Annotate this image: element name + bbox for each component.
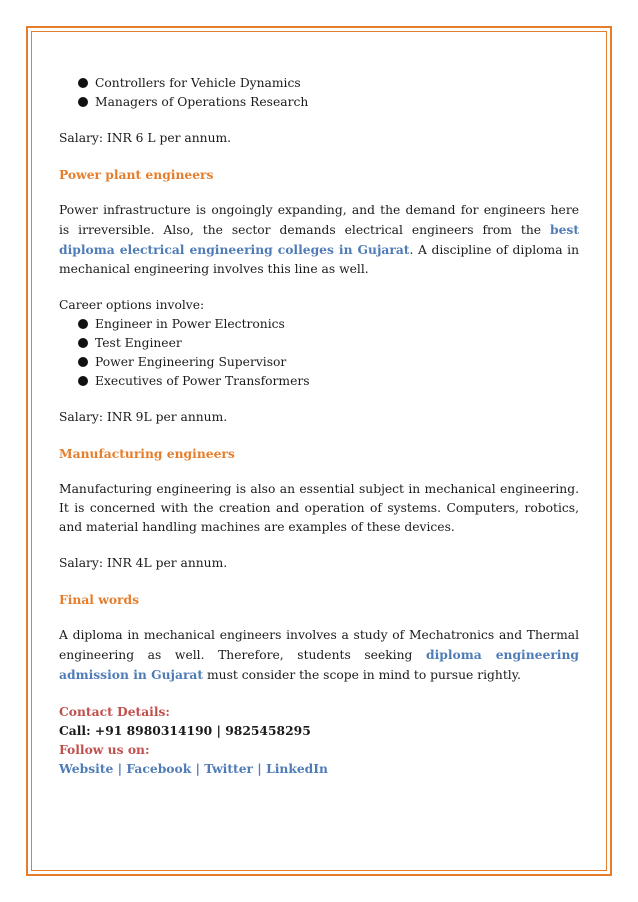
section-heading-final-words: Final words	[59, 592, 140, 607]
link-separator: |	[191, 761, 205, 776]
list-item-text: Test Engineer	[95, 336, 182, 350]
list-item	[59, 334, 579, 353]
contact-call-line: Call: +91 8980314190 | 9825458295	[59, 723, 311, 738]
facebook-link[interactable]: Facebook	[126, 761, 192, 776]
top-bullet-list	[59, 74, 579, 112]
list-item	[59, 372, 579, 391]
list-item	[59, 353, 579, 372]
career-options-label: Career options involve:	[59, 298, 205, 312]
paragraph-text: A diploma in mechanical engineers involves a study of Mechatronics and Thermal engineering as well. Therefore, students seeking	[59, 628, 579, 662]
final-words-paragraph	[59, 626, 579, 685]
document-body	[59, 74, 579, 778]
list-item-text: Executives of Power Transformers	[95, 374, 310, 388]
list-item-text: Engineer in Power Electronics	[95, 317, 285, 331]
contact-details-heading: Contact Details:	[59, 704, 170, 719]
bullet-icon	[78, 78, 88, 88]
bullet-icon	[78, 376, 88, 386]
paragraph-text: Power infrastructure is ongoingly expanding, and the demand for engineers here is irreversible. Also, the sector demands electrical engineers from the	[59, 203, 579, 237]
bullet-icon	[78, 319, 88, 329]
salary-text: Salary: INR 4L per annum.	[59, 556, 228, 570]
list-item-text: Power Engineering Supervisor	[95, 355, 287, 369]
website-link[interactable]: Website	[59, 761, 114, 776]
list-item-text: Managers of Operations Research	[95, 95, 309, 109]
twitter-link[interactable]: Twitter	[204, 761, 254, 776]
bullet-icon	[78, 338, 88, 348]
section-heading-power: Power plant engineers	[59, 167, 214, 182]
list-item	[59, 315, 579, 334]
power-paragraph	[59, 201, 579, 279]
best-diploma-colleges-link[interactable]: best diploma electrical engineering colleges in Gujarat	[59, 222, 579, 257]
linkedin-link[interactable]: LinkedIn	[266, 761, 328, 776]
bullet-icon	[78, 97, 88, 107]
career-bullet-list	[59, 315, 579, 391]
paragraph-text: must consider the scope in mind to pursue rightly.	[203, 668, 521, 682]
salary-text: Salary: INR 6 L per annum.	[59, 131, 232, 145]
bullet-icon	[78, 357, 88, 367]
list-item	[59, 74, 579, 93]
diploma-admission-link[interactable]: diploma engineering admission in Gujarat	[59, 647, 580, 682]
link-separator: |	[253, 761, 267, 776]
paragraph-text: . A discipline of diploma in mechanical engineering involves this line as well.	[59, 243, 580, 276]
section-heading-manufacturing: Manufacturing engineers	[59, 446, 235, 461]
social-links	[59, 759, 579, 778]
manufacturing-paragraph: Manufacturing engineering is also an essential subject in mechanical engineering. It is concerned with the creation and operation of systems. Computers, robotics, and material handling machines are examples of these devices.	[59, 482, 579, 534]
follow-us-heading: Follow us on:	[59, 742, 150, 757]
link-separator: |	[113, 761, 127, 776]
salary-text: Salary: INR 9L per annum.	[59, 410, 228, 424]
list-item-text: Controllers for Vehicle Dynamics	[95, 76, 301, 90]
list-item	[59, 93, 579, 112]
